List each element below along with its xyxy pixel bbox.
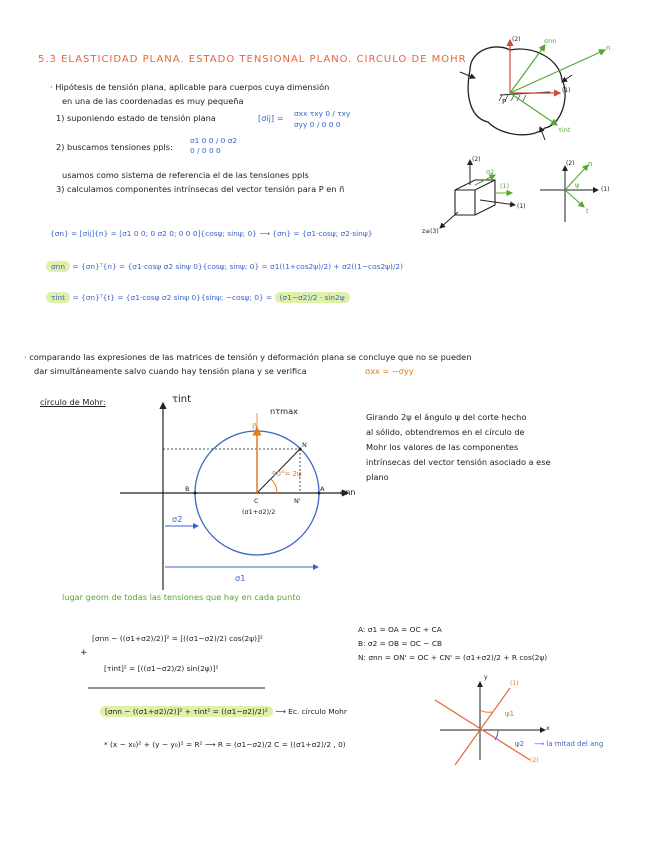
uses-line: usamos como sistema de referencia el de las tensiones ppls [62, 170, 309, 180]
step-3: 3) calculamos componentes intrínsecas del vector tensión para P en n⃗ [56, 184, 345, 194]
sij-label: [σij] = [258, 113, 284, 123]
mohr-diagram [120, 403, 348, 590]
sij-matrix: σxx τxy 0 / τxy σyy 0 / 0 0 0 [294, 109, 351, 129]
mohr-point-c: C [254, 497, 259, 505]
bottom-label-2: (2) [530, 757, 539, 764]
mohr-point-b: B [185, 485, 190, 493]
mohr-center: (σ1+σ2)/2 [242, 508, 276, 516]
bottom-axis-x: x [546, 725, 550, 732]
eq-vector: {σn} = [σij]{n} = [σ1 0 0; 0 σ2 0; 0 0 0]{cosψ; sinψ; 0} ⟶ {σn} = {σ1·cosψ; σ2·sinψ} [50, 229, 373, 238]
mohr-description: Girando 2ψ el ángulo ψ del corte hecho al sólido, obtendremos en el círculo de Mohr los valores de las componentes intrínsecas del vector tensión asociado a ese plano [366, 412, 551, 482]
point-n-def: N: σnn = ON' = OC + CN' = (σ1+σ2)/2 + R cos(2ψ) [358, 653, 548, 662]
mohr-point-n-prime: N' [294, 497, 301, 505]
mohr-axis-sigma: σnn [340, 487, 356, 497]
section-title: 5.3 ELASTICIDAD PLANA. ESTADO TENSIONAL PLANO. CIRCULO DE MOHR [38, 54, 467, 65]
comparison-line-1: · comparando las expresiones de las matrices de tensión y deformación plana se concluye que no se pueden [24, 352, 472, 362]
axes-label-n: n [588, 160, 593, 168]
cube-label-s1: (1) [500, 182, 510, 190]
body-label-y: (2) [512, 36, 521, 43]
eq-snn: = {σn}ᵀ{n} = {σ1·cosψ σ2 sinψ 0}{cosψ; sinψ; 0} = σ1((1+cos2ψ)/2) + σ2((1−cos2ψ)/2) [72, 262, 403, 271]
derivation-line-1: [σnn − ((σ1+σ2)/2)]² = [((σ1−σ2)/2) cos(2ψ)]² [92, 634, 263, 643]
bottom-psi2: ψ2 [515, 740, 525, 748]
body-label-n: n [606, 44, 611, 52]
body-label-x: (1) [562, 87, 571, 94]
loaded-body-figure [460, 40, 605, 140]
eq-tint-result: (σ1−σ2)/2 · sin2ψ [275, 292, 350, 303]
eq-tint: = {σn}ᵀ{t} = {σ1·cosψ σ2 sinψ 0}{sinψ; −cosψ; 0} = [72, 293, 273, 302]
mohr-sigma2: σ2 [172, 514, 183, 524]
comparison-condition: σxx = −σyy [365, 366, 414, 376]
mohr-point-a: A [320, 485, 325, 493]
mohr-locus-note: lugar geom de todas las tensiones que hay en cada punto [62, 592, 301, 602]
bottom-psi1: ψ1 [505, 710, 515, 718]
axes-label-psi: ψ [575, 181, 580, 189]
derivation-result-note: ⟶ Ec. círculo Mohr [275, 707, 347, 716]
axes-label-2: (2) [566, 160, 575, 167]
derivation-line-2: [τint]² = [((σ1−σ2)/2) sin(2ψ)]² [104, 664, 219, 673]
body-label-p: P [502, 98, 507, 106]
axes-label-t: t [586, 207, 589, 215]
cube-label-s2: σ2 [486, 168, 495, 176]
eq-snn-label: σnn [46, 261, 70, 272]
hypothesis-line-2: en una de las coordenadas es muy pequeña [62, 96, 244, 106]
point-a-def: A: σ1 = OA = OC + CA [358, 625, 442, 634]
comparison-line-2: dar simultáneamente salvo cuando hay tensión plana y se verifica [34, 366, 307, 376]
derivation-circle-eq: * (x − x₀)² + (y − y₀)² = R² ⟶ R = (σ1−σ2)/2 C = ((σ1+σ2)/2 , 0) [104, 740, 346, 749]
mohr-sigma1: σ1 [235, 573, 246, 583]
bottom-label-1: (1) [510, 680, 519, 687]
bottom-note: ⟶ la mitad del ang [534, 740, 604, 748]
cube-label-1: (1) [517, 203, 526, 210]
step-1: 1) suponiendo estado de tensión plana [56, 113, 216, 123]
mohr-angle: 90°= 2ψ [272, 470, 302, 478]
derivation-plus: + [80, 648, 88, 658]
sij-principal-matrix: σ1 0 0 / 0 σ2 0 / 0 0 0 [190, 136, 238, 155]
hypothesis-line-1: · Hipótesis de tensión plana, aplicable para cuerpos cuya dimensión [50, 82, 330, 92]
mohr-nmax: nτmax [270, 406, 298, 416]
mohr-label: círculo de Mohr: [40, 397, 106, 407]
bottom-axis-y: y [484, 674, 488, 681]
mohr-point-n: N [302, 441, 307, 449]
cube-figure [440, 160, 515, 228]
derivation-result: [σnn − ((σ1+σ2)/2)]² + τint² = ((σ1−σ2)/2)² [100, 706, 273, 717]
mohr-axis-tau: τint [172, 394, 192, 405]
body-label-snn: σnn [544, 37, 557, 45]
cube-label-2: (2) [472, 156, 481, 163]
small-axes-figure [540, 165, 598, 222]
point-b-def: B: σ2 = OB = OC − CB [358, 639, 443, 648]
cube-label-3: z≡(3) [422, 228, 439, 235]
axes-label-1: (1) [601, 186, 610, 193]
body-label-tint: τint [558, 126, 571, 134]
mohr-n-vector: n⃗ [252, 421, 258, 431]
step-2: 2) buscamos tensiones ppls: [56, 142, 173, 152]
eq-tint-label: τint [46, 292, 70, 303]
bottom-axes-figure [435, 682, 545, 765]
